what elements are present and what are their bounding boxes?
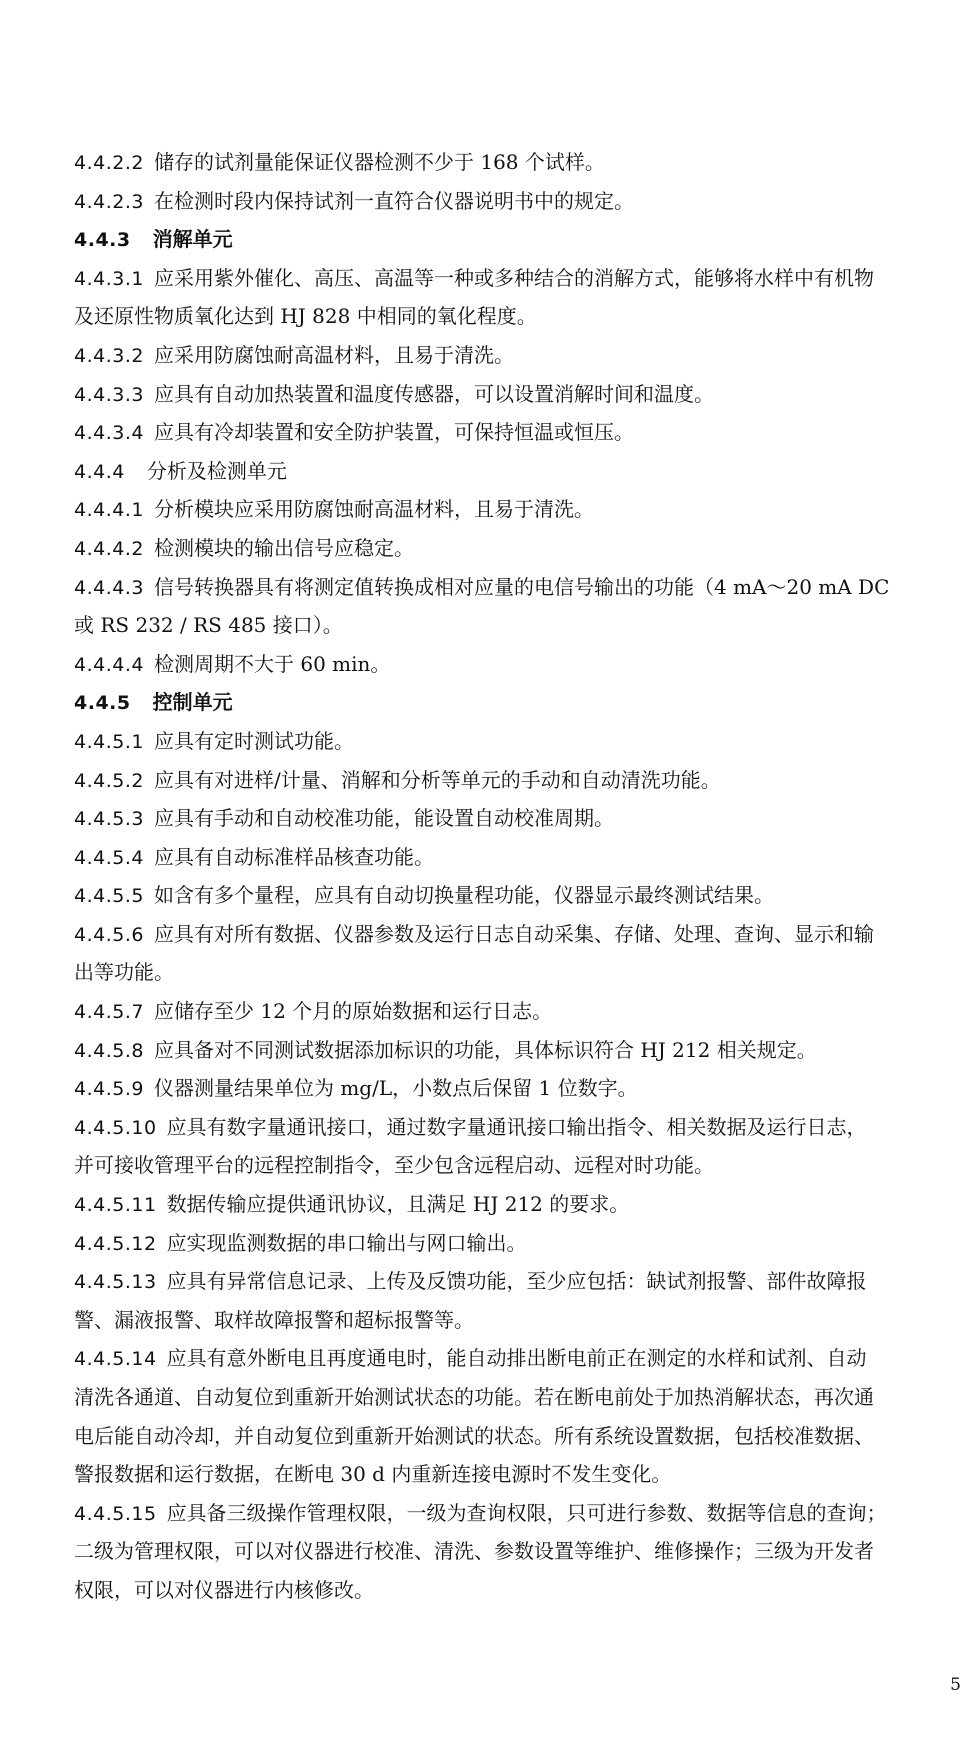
clause-line bbox=[74, 645, 960, 684]
clause-text: 电后能自动冷却，并自动复位到重新开始测试的状态。所有系统设置数据，包括校准数据、 bbox=[74, 1423, 874, 1448]
clause-text: 数据传输应提供通讯协议，且满足 HJ 212 的要求。 bbox=[166, 1192, 630, 1217]
clause-text: 应具有手动和自动校准功能，能设置自动校准周期。 bbox=[153, 806, 614, 831]
clause-text: 并可接收管理平台的远程控制指令，至少包含远程启动、远程对时功能。 bbox=[74, 1153, 714, 1178]
document-body bbox=[74, 143, 960, 1610]
clause-text: 警报数据和运行数据，在断电 30 d 内重新连接电源时不发生变化。 bbox=[74, 1462, 672, 1487]
clause-line bbox=[74, 490, 960, 529]
clause-text: 分析模块应采用防腐蚀耐高温材料，且易于清洗。 bbox=[153, 497, 594, 522]
clause-number: 4.4.5.7 bbox=[74, 1001, 144, 1024]
clause-text: 应具备对不同测试数据添加标识的功能，具体标识符合 HJ 212 相关规定。 bbox=[153, 1037, 817, 1062]
clause-text: 在检测时段内保持试剂一直符合仪器说明书中的规定。 bbox=[153, 188, 634, 213]
clause-text: 应采用防腐蚀耐高温材料，且易于清洗。 bbox=[153, 342, 514, 367]
clause-line bbox=[74, 876, 960, 915]
clause-number: 4.4.4.1 bbox=[74, 499, 144, 522]
clause-text: 仪器测量结果单位为 mg/L，小数点后保留 1 位数字。 bbox=[153, 1076, 638, 1101]
section-heading bbox=[74, 220, 960, 259]
clause-line bbox=[74, 1185, 960, 1224]
clause-line bbox=[74, 761, 960, 800]
clause-text: 应具有定时测试功能。 bbox=[153, 728, 354, 753]
clause-line bbox=[74, 1031, 960, 1070]
clause-text: 信号转换器具有将测定值转换成相对应量的电信号输出的功能（4 mA～20 mA DC bbox=[153, 574, 890, 599]
clause-number: 4.4.3 bbox=[74, 229, 131, 252]
clause-number: 4.4.4.3 bbox=[74, 576, 144, 599]
clause-number: 4.4.5.8 bbox=[74, 1039, 144, 1062]
clause-text: 检测周期不大于 60 min。 bbox=[153, 651, 391, 676]
clause-text: 应具有对所有数据、仪器参数及运行日志自动采集、存储、处理、查询、显示和输 bbox=[153, 921, 874, 946]
clause-line bbox=[74, 1262, 960, 1301]
clause-text: 警、漏液报警、取样故障报警和超标报警等。 bbox=[74, 1307, 474, 1332]
clause-text: 二级为管理权限，可以对仪器进行校准、清洗、参数设置等维护、维修操作；三级为开发者 bbox=[74, 1539, 874, 1564]
clause-line bbox=[74, 1224, 960, 1263]
clause-text: 及还原性物质氧化达到 HJ 828 中相同的氧化程度。 bbox=[74, 304, 537, 329]
clause-text: 应具备三级操作管理权限，一级为查询权限，只可进行参数、数据等信息的查询； bbox=[166, 1500, 887, 1525]
clause-number: 4.4.4.2 bbox=[74, 537, 144, 560]
clause-line bbox=[74, 413, 960, 452]
clause-number: 4.4.5.15 bbox=[74, 1502, 157, 1525]
clause-text: 控制单元 bbox=[152, 690, 233, 715]
clause-text: 消解单元 bbox=[152, 227, 233, 252]
clause-text: 分析及检测单元 bbox=[146, 458, 287, 483]
clause-number: 4.4.5.11 bbox=[74, 1194, 157, 1217]
clause-number: 4.4.5.10 bbox=[74, 1116, 157, 1139]
clause-number: 4.4.5.13 bbox=[74, 1271, 157, 1294]
page-number: 5 bbox=[950, 1675, 961, 1695]
clause-line bbox=[74, 722, 960, 761]
clause-number: 4.4.3.3 bbox=[74, 383, 144, 406]
clause-line bbox=[74, 915, 960, 954]
clause-continuation-line bbox=[74, 1146, 960, 1185]
clause-text: 应具有意外断电且再度通电时，能自动排出断电前正在测定的水样和试剂、自动 bbox=[166, 1346, 867, 1371]
section-heading bbox=[74, 683, 960, 722]
clause-number: 4.4.3.2 bbox=[74, 344, 144, 367]
clause-number: 4.4.2.3 bbox=[74, 190, 144, 213]
clause-text: 检测模块的输出信号应稳定。 bbox=[153, 535, 414, 560]
clause-continuation-line bbox=[74, 1417, 960, 1456]
clause-text: 应具有异常信息记录、上传及反馈功能，至少应包括：缺试剂报警、部件故障报 bbox=[166, 1269, 867, 1294]
clause-text: 如含有多个量程，应具有自动切换量程功能，仪器显示最终测试结果。 bbox=[153, 883, 774, 908]
clause-line bbox=[74, 143, 960, 182]
clause-text: 应采用紫外催化、高压、高温等一种或多种结合的消解方式，能够将水样中有机物 bbox=[153, 265, 874, 290]
clause-continuation-line bbox=[74, 953, 960, 992]
clause-number: 4.4.5.14 bbox=[74, 1348, 157, 1371]
clause-line bbox=[74, 1069, 960, 1108]
clause-number: 4.4.5.9 bbox=[74, 1078, 144, 1101]
clause-number: 4.4.5.5 bbox=[74, 885, 144, 908]
clause-line bbox=[74, 1494, 960, 1533]
clause-number: 4.4.5.4 bbox=[74, 846, 144, 869]
section-heading bbox=[74, 452, 960, 491]
clause-number: 4.4.4.4 bbox=[74, 653, 144, 676]
clause-continuation-line bbox=[74, 1378, 960, 1417]
clause-line bbox=[74, 1108, 960, 1147]
clause-number: 4.4.2.2 bbox=[74, 152, 144, 174]
clause-continuation-line bbox=[74, 1455, 960, 1494]
clause-number: 4.4.5.2 bbox=[74, 769, 144, 792]
clause-text: 或 RS 232 / RS 485 接口）。 bbox=[74, 613, 343, 638]
clause-number: 4.4.5 bbox=[74, 692, 131, 715]
clause-continuation-line bbox=[74, 1571, 960, 1610]
clause-line bbox=[74, 992, 960, 1031]
clause-text: 出等功能。 bbox=[74, 960, 174, 985]
clause-number: 4.4.5.1 bbox=[74, 730, 144, 753]
clause-line bbox=[74, 1339, 960, 1378]
clause-text: 应实现监测数据的串口输出与网口输出。 bbox=[166, 1230, 527, 1255]
clause-text: 清洗各通道、自动复位到重新开始测试状态的功能。若在断电前处于加热消解状态，再次通 bbox=[74, 1385, 874, 1409]
clause-number: 4.4.3.1 bbox=[74, 267, 144, 290]
clause-continuation-line bbox=[74, 606, 960, 645]
clause-number: 4.4.5.3 bbox=[74, 808, 144, 831]
clause-text: 应具有冷却装置和安全防护装置，可保持恒温或恒压。 bbox=[153, 420, 634, 445]
clause-text: 应储存至少 12 个月的原始数据和运行日志。 bbox=[153, 999, 553, 1024]
clause-line bbox=[74, 799, 960, 838]
clause-text: 应具有对进样/计量、消解和分析等单元的手动和自动清洗功能。 bbox=[153, 767, 721, 792]
clause-line bbox=[74, 259, 960, 298]
clause-continuation-line bbox=[74, 297, 960, 336]
clause-continuation-line bbox=[74, 1301, 960, 1340]
clause-text: 储存的试剂量能保证仪器检测不少于 168 个试样。 bbox=[153, 150, 605, 174]
clause-line bbox=[74, 336, 960, 375]
clause-continuation-line bbox=[74, 1532, 960, 1571]
clause-text: 应具有自动标准样品核查功能。 bbox=[153, 844, 434, 869]
clause-text: 权限，可以对仪器进行内核修改。 bbox=[74, 1577, 374, 1602]
clause-line bbox=[74, 568, 960, 607]
clause-number: 4.4.3.4 bbox=[74, 422, 144, 445]
clause-text: 应具有自动加热装置和温度传感器，可以设置消解时间和温度。 bbox=[153, 381, 714, 406]
clause-line bbox=[74, 529, 960, 568]
clause-line bbox=[74, 182, 960, 221]
clause-line bbox=[74, 838, 960, 877]
clause-line bbox=[74, 375, 960, 414]
clause-text: 应具有数字量通讯接口，通过数字量通讯接口输出指令、相关数据及运行日志， bbox=[166, 1114, 867, 1139]
clause-number: 4.4.5.6 bbox=[74, 923, 144, 946]
clause-number: 4.4.4 bbox=[74, 460, 125, 483]
clause-number: 4.4.5.12 bbox=[74, 1232, 157, 1255]
